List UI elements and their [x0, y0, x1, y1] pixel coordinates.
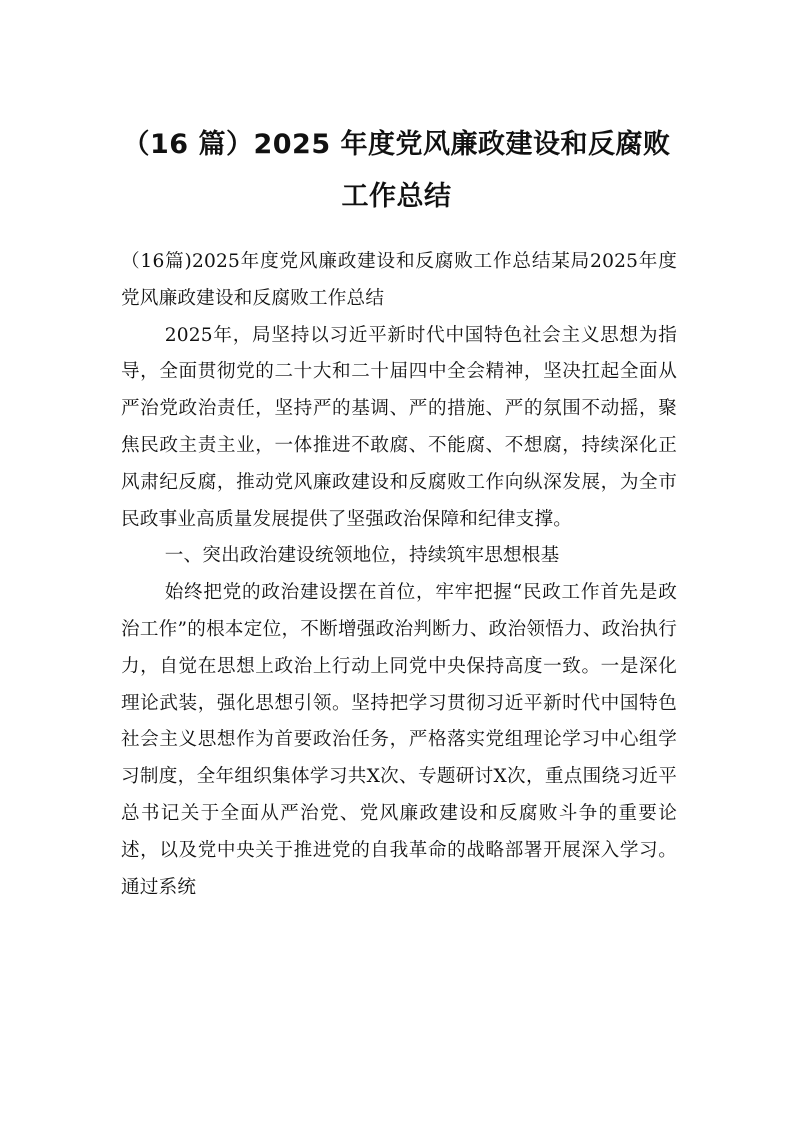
document-title-line-2: 工作总结: [341, 181, 452, 212]
body-paragraph: 始终把党的政治建设摆在首位，牢牢把握“民政工作首先是政治工作”的根本定位，不断增强政治判断力、政治领悟力、政治执行力，自觉在思想上政治上行动上同党中央保持高度一致。一是深化理论武装，强化思想引领。坚持把学习贯彻习近平新时代中国特色社会主义思想作为首要政治任务，严格落实党组理论学习中心组学习制度，全年组织集体学习共X次、专题研讨X次，重点围绕习近平总书记关于全面从严治党、党风廉政建设和反腐败斗争的重要论述，以及党中央关于推进党的自我革命的战略部署开展深入学习。通过系统: [121, 582, 677, 898]
section-heading: 一、突出政治建设统领地位，持续筑牢思想根基: [164, 545, 560, 567]
document-body: [121, 244, 677, 906]
document-title-line-1: （16 篇）2025 年度党风廉政建设和反腐败: [122, 129, 671, 160]
body-paragraph: 2025年，局坚持以习近平新时代中国特色社会主义思想为指导，全面贯彻党的二十大和二十届四中全会精神，坚决扛起全面从严治党政治责任，坚持严的基调、严的措施、严的氛围不动摇，聚焦民政主责主业，一体推进不敢腐、不能腐、不想腐，持续深化正风肃纪反腐，推动党风廉政建设和反腐败工作向纵深发展，为全市民政事业高质量发展提供了坚强政治保障和纪律支撑。: [121, 324, 677, 530]
intro-paragraph: （16篇)2025年度党风廉政建设和反腐败工作总结某局2025年度党风廉政建设和反腐败工作总结: [121, 251, 677, 309]
